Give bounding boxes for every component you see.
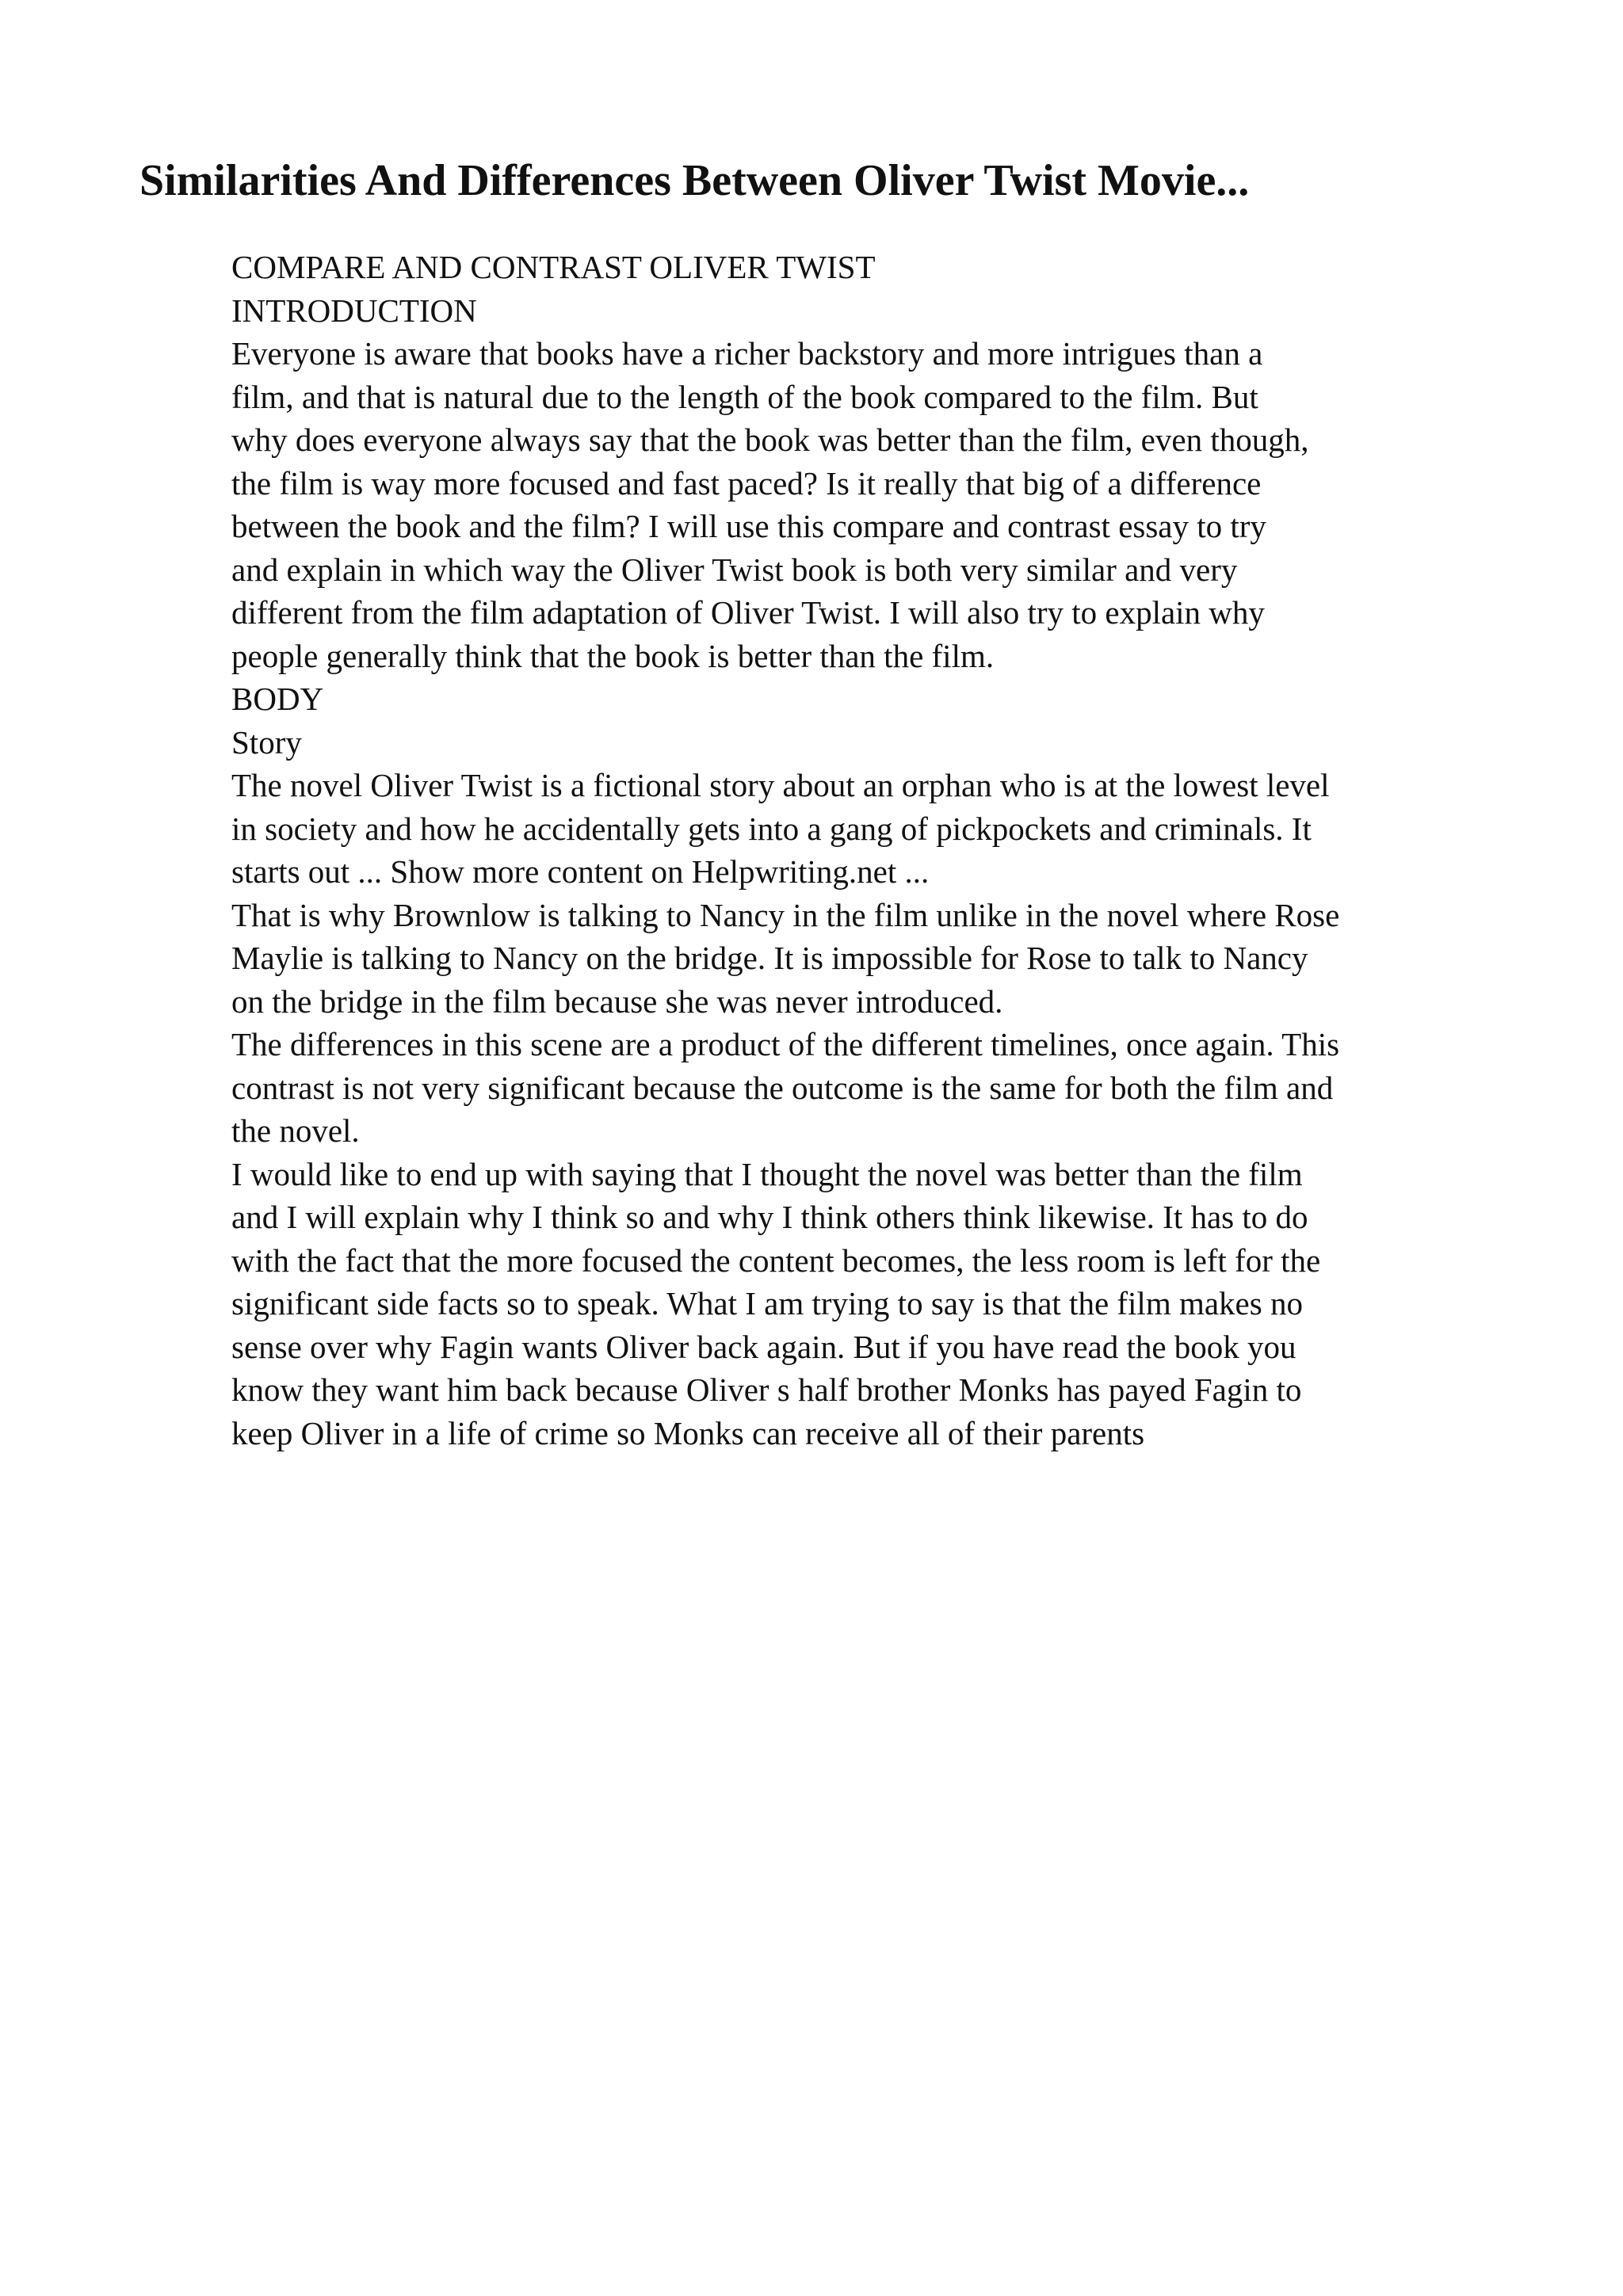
paragraph-line: starts out ... Show more content on Helpwriting.net ... [231, 853, 930, 890]
paragraph-line: sense over why Fagin wants Oliver back again. But if you have read the book you [231, 1328, 1296, 1365]
paragraph-line: why does everyone always say that the book was better than the film, even though, [231, 421, 1309, 458]
paragraph-line: The differences in this scene are a product of the different timelines, once again. This [231, 1026, 1340, 1062]
paragraph-line: and explain in which way the Oliver Twist book is both very similar and very [231, 551, 1238, 588]
paragraph-line: That is why Brownlow is talking to Nancy in the film unlike in the novel where Rose [231, 896, 1340, 933]
paragraph-line: contrast is not very significant because the outcome is the same for both the film and [231, 1069, 1334, 1106]
paragraph-line: Everyone is aware that books have a richer backstory and more intrigues than a [231, 335, 1263, 372]
paragraph-line: and I will explain why I think so and why I think others think likewise. It has to do [231, 1199, 1308, 1235]
paragraph-line: significant side facts so to speak. What I am trying to say is that the film makes no [231, 1285, 1303, 1322]
document-body [231, 246, 1579, 1455]
paragraph-line: between the book and the film? I will use this compare and contrast essay to try [231, 508, 1266, 544]
section-heading: INTRODUCTION [231, 292, 477, 329]
paragraph-line: the film is way more focused and fast paced? Is it really that big of a difference [231, 464, 1262, 502]
paragraph-line: different from the film adaptation of Oliver Twist. I will also try to explain why [231, 594, 1265, 631]
document-title: Similarities And Differences Between Oliver Twist Movie... [139, 156, 1250, 205]
paragraph-line: know they want him back because Oliver s half brother Monks has payed Fagin to [231, 1371, 1302, 1408]
paragraph-line: with the fact that the more focused the content becomes, the less room is left for the [231, 1241, 1321, 1279]
section-heading: BODY [231, 681, 324, 717]
subsection-heading: Story [231, 723, 302, 761]
paragraph-line: people generally think that the book is better than the film. [231, 637, 995, 674]
paragraph-line: the novel. [231, 1112, 360, 1149]
paragraph-line: Maylie is talking to Nancy on the bridge. It is impossible for Rose to talk to Nancy [231, 940, 1308, 976]
paragraph-line: The novel Oliver Twist is a fictional story about an orphan who is at the lowest level [231, 767, 1330, 803]
paragraph-line: keep Oliver in a life of crime so Monks can receive all of their parents [231, 1414, 1145, 1451]
paragraph-line: in society and how he accidentally gets into a gang of pickpockets and criminals. It [231, 810, 1312, 847]
section-heading: COMPARE AND CONTRAST OLIVER TWIST [231, 249, 876, 285]
paragraph-line: I would like to end up with saying that I thought the novel was better than the film [231, 1155, 1303, 1192]
paragraph-line: on the bridge in the film because she was never introduced. [231, 982, 1003, 1020]
paragraph-line: film, and that is natural due to the length of the book compared to the film. But [231, 378, 1258, 415]
